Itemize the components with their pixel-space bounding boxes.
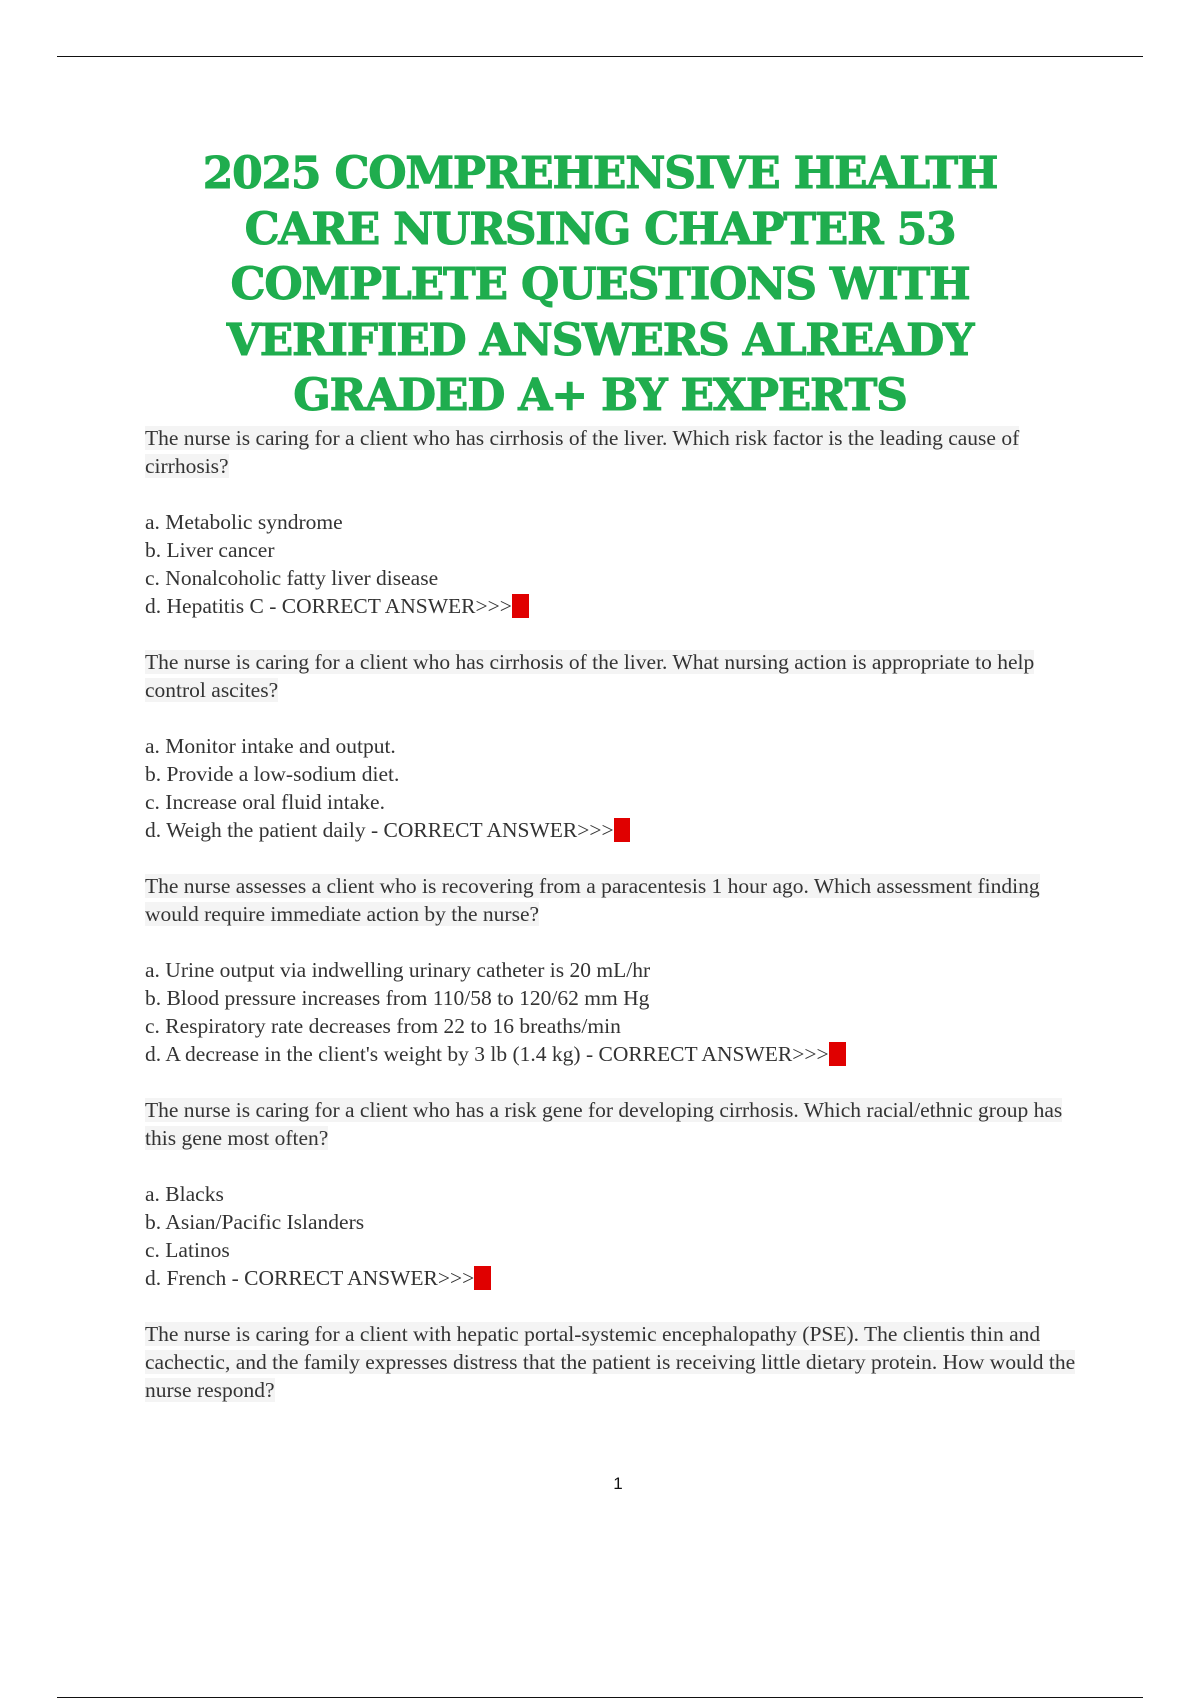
option-list	[145, 956, 1080, 1068]
option-d: d. Hepatitis C - CORRECT ANSWER>>>A	[145, 594, 529, 618]
question-block	[145, 1320, 1080, 1404]
answer-highlight: C	[475, 1266, 490, 1290]
question-text: The nurse is caring for a client with hepatic portal-systemic encephalopathy (PSE). The clientis thin and cachectic, and the family expresses distress that the patient is receiving little dietary protein. How would the nurse respond?	[145, 1322, 1076, 1402]
footer-rule	[57, 1697, 1143, 1698]
option-list	[145, 1180, 1080, 1292]
option-b: b. Asian/Pacific Islanders	[145, 1210, 365, 1234]
question-block	[145, 424, 1080, 620]
option-d: d. A decrease in the client's weight by 3 lb (1.4 kg) - CORRECT ANSWER>>>A	[145, 1042, 846, 1066]
question-text: The nurse assesses a client who is recovering from a paracentesis 1 hour ago. Which assessment finding would require immediate action by the nurse?	[145, 874, 1040, 926]
option-a: a. Blacks	[145, 1182, 224, 1206]
option-b: b. Liver cancer	[145, 538, 275, 562]
option-d: d. Weigh the patient daily - CORRECT ANSWER>>>B	[145, 818, 629, 842]
answer-highlight: A	[512, 594, 529, 618]
question-text: The nurse is caring for a client who has cirrhosis of the liver. Which risk factor is the leading cause of cirrhosis?	[145, 426, 1020, 478]
option-c: c. Increase oral fluid intake.	[145, 790, 385, 814]
option-d: d. French - CORRECT ANSWER>>>C	[145, 1266, 490, 1290]
page-number: 1	[613, 1474, 623, 1493]
option-b: b. Provide a low-sodium diet.	[145, 762, 400, 786]
option-c: c. Respiratory rate decreases from 22 to 16 breaths/min	[145, 1014, 621, 1038]
option-a: a. Metabolic syndrome	[145, 510, 343, 534]
option-b: b. Blood pressure increases from 110/58 to 120/62 mm Hg	[145, 986, 650, 1010]
question-list	[145, 424, 1080, 1432]
question-text: The nurse is caring for a client who has cirrhosis of the liver. What nursing action is appropriate to help control ascites?	[145, 650, 1035, 702]
option-a: a. Monitor intake and output.	[145, 734, 396, 758]
question-block	[145, 872, 1080, 1068]
answer-highlight: A	[829, 1042, 846, 1066]
option-c: c. Latinos	[145, 1238, 230, 1262]
question-text: The nurse is caring for a client who has a risk gene for developing cirrhosis. Which racial/ethnic group has this gene most often?	[145, 1098, 1063, 1150]
document-title: 2025 COMPREHENSIVE HEALTH CARE NURSING CHAPTER 53 COMPLETE QUESTIONS WITH VERIFIED ANSWERS ALREADY GRADED A+ BY EXPERTS	[202, 148, 998, 421]
answer-highlight: B	[614, 818, 629, 842]
option-list	[145, 732, 1080, 844]
option-c: c. Nonalcoholic fatty liver disease	[145, 566, 439, 590]
question-block	[145, 1096, 1080, 1292]
question-block	[145, 648, 1080, 844]
option-a: a. Urine output via indwelling urinary catheter is 20 mL/hr	[145, 958, 651, 982]
header-rule	[57, 56, 1143, 57]
option-list	[145, 508, 1080, 620]
